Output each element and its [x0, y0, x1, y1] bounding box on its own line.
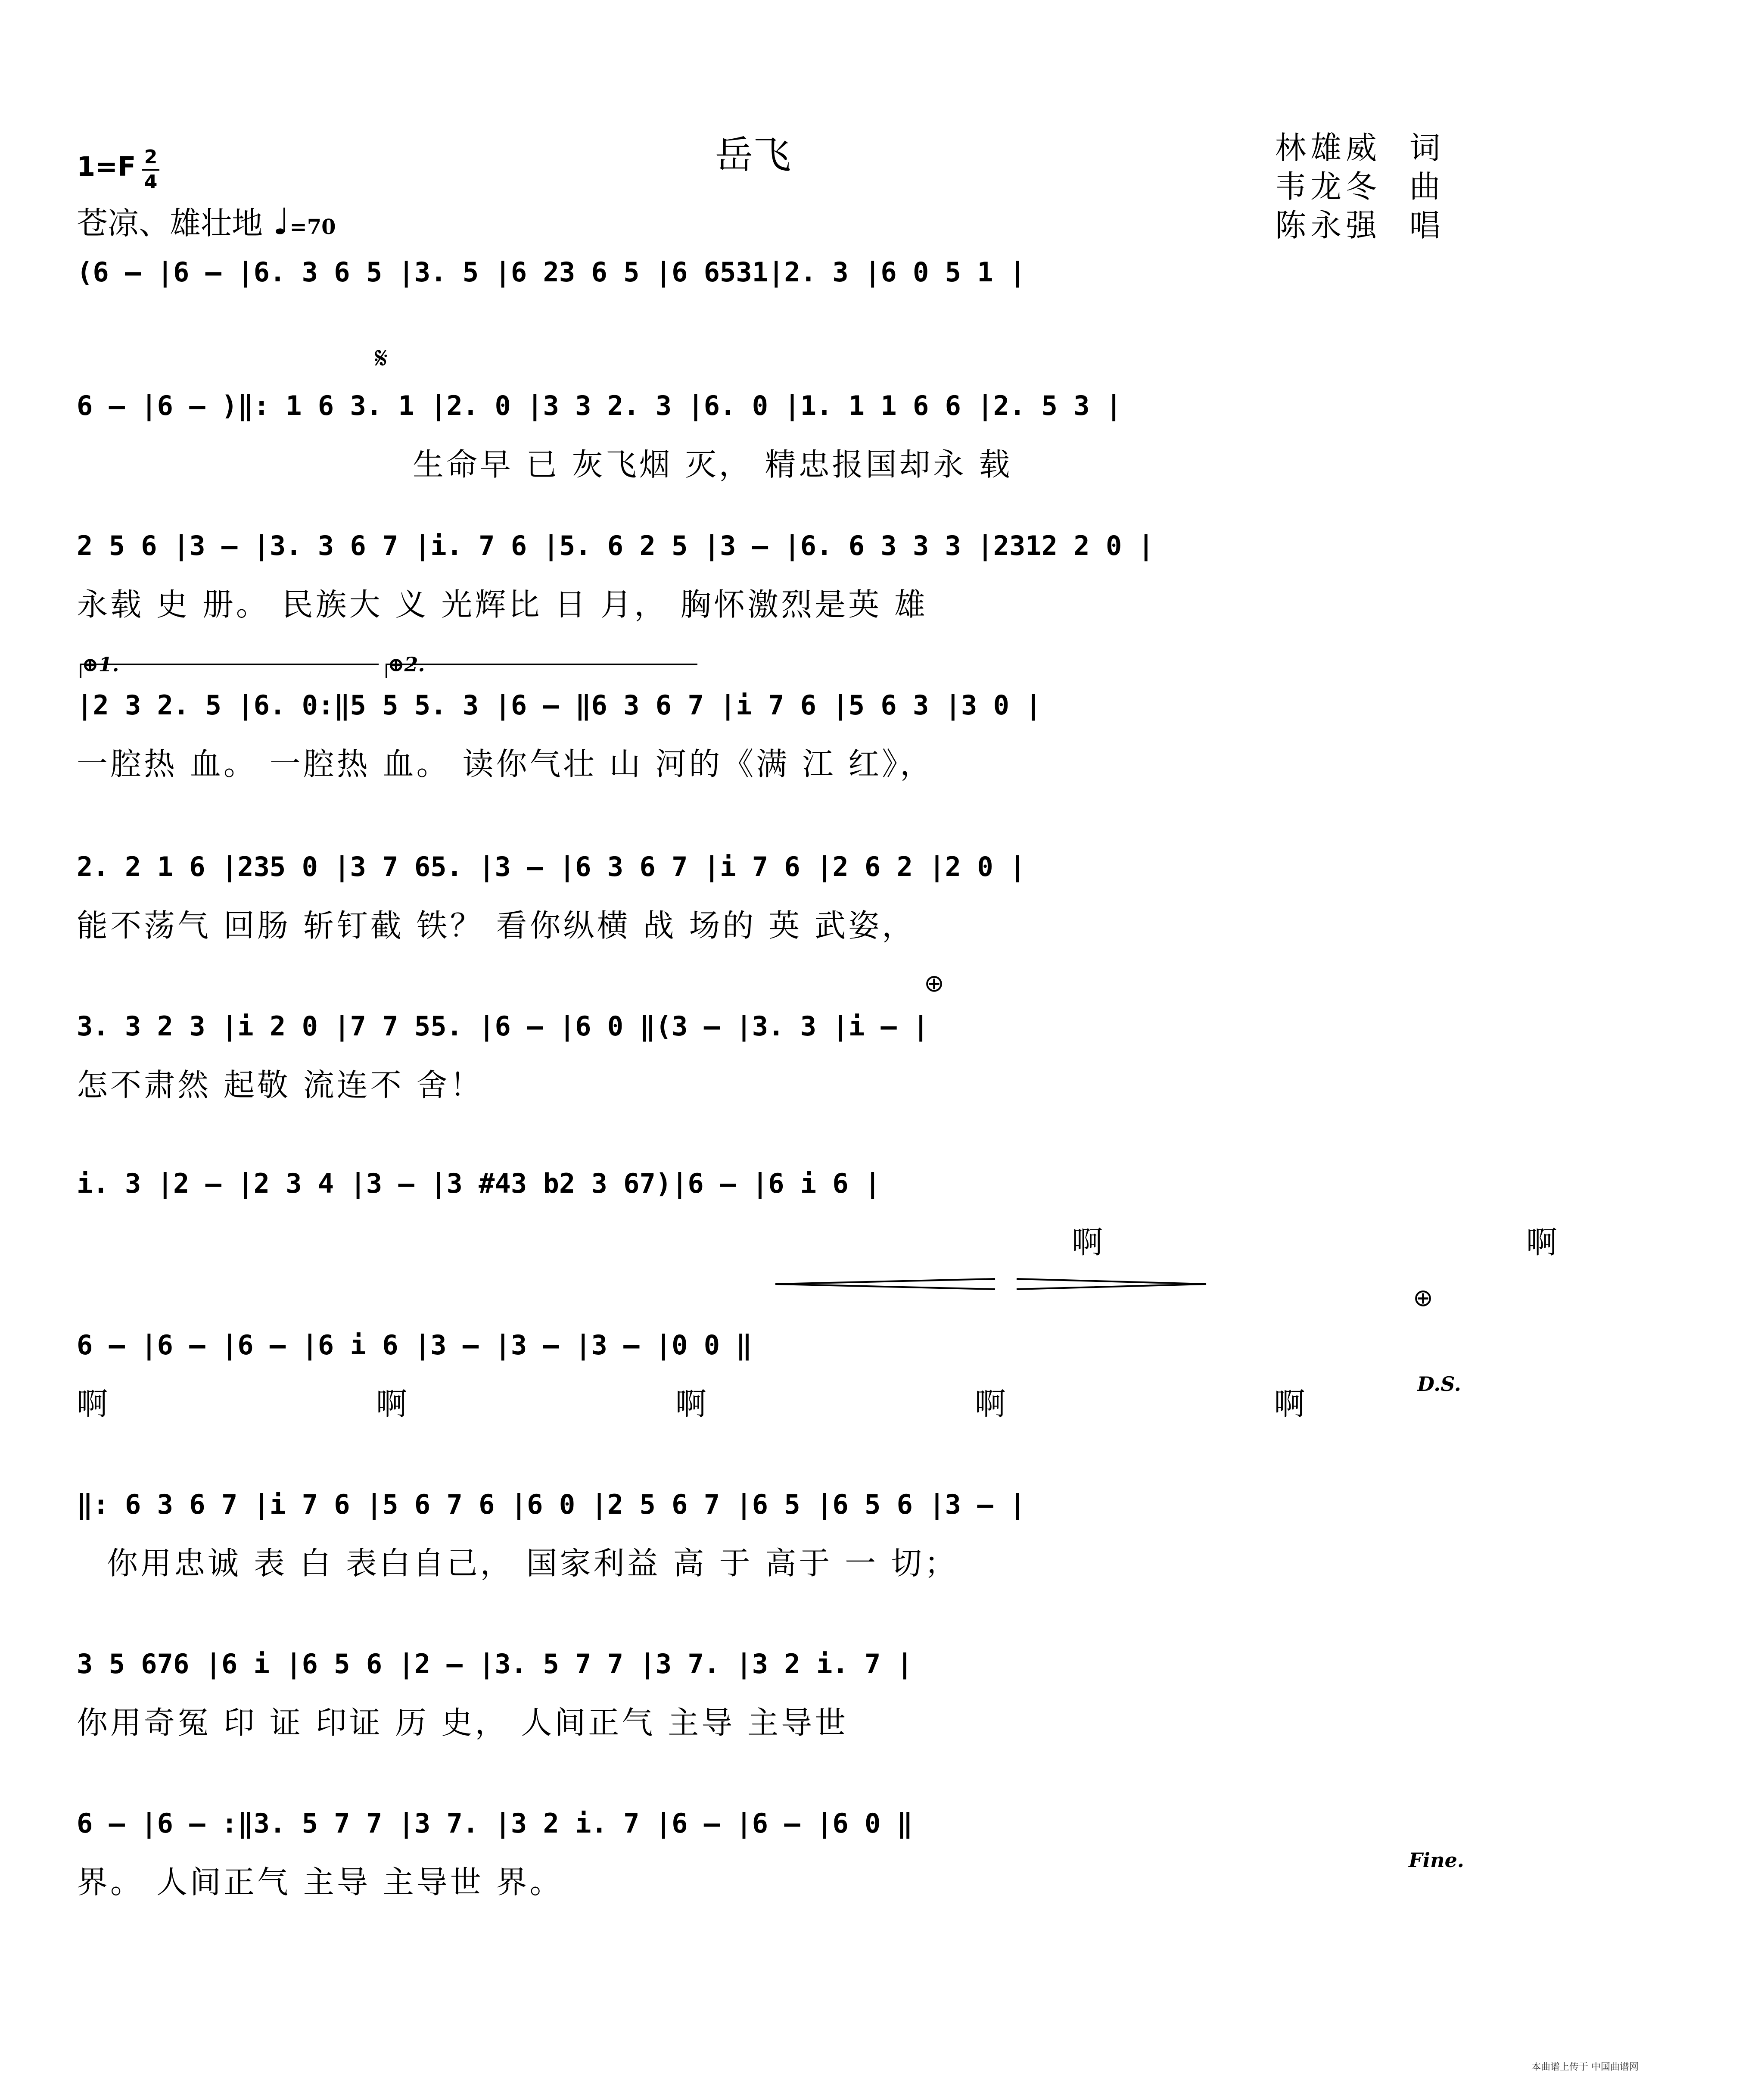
lyrics-line-3: 永载 史 册。 民族大 义 光辉比 日 月， 胸怀激烈是英 雄 — [77, 586, 928, 623]
lyrics-line-7: 啊 啊 — [1072, 1224, 1764, 1260]
volta-second-ending — [386, 664, 697, 678]
credit-singer: 陈永强 唱 — [1275, 207, 1445, 243]
time-signature — [142, 147, 159, 193]
notation-line-2: 6 – |6 – )‖: 1 6 3. 1 |2. 0 |3 3 2. 3 |6. 0 |1. 1 1 6 6 |2. 5 3 | — [77, 390, 1122, 421]
notation-line-1: (6 – |6 – |6. 3 6 5 |3. 5 |6 23 6 5 |6 6531|2. 3 |6 0 5 1 | — [77, 256, 1026, 288]
notation-line-5: 2. 2 1 6 |235 0 |3 7 65. |3 – |6 3 6 7 |i 7 6 |2 6 2 |2 0 | — [77, 851, 1026, 882]
watermark: 本曲谱上传于 中国曲谱网 — [1531, 2062, 1639, 2073]
volta-1-label: ⊕1. — [82, 653, 119, 676]
tempo-marking — [77, 198, 336, 243]
volta-first-ending — [80, 664, 379, 678]
credit-lyricist: 林雄威 词 — [1275, 130, 1445, 166]
notation-line-8: 6 – |6 – |6 – |6 i 6 |3 – |3 – |3 – |0 0 ‖ — [77, 1329, 752, 1361]
notation-line-10: 3 5 676 |6 i |6 5 6 |2 – |3. 5 7 7 |3 7. |3 2 i. 7 | — [77, 1648, 913, 1680]
key-signature: 1=F — [77, 151, 136, 182]
lyrics-line-4: 一腔热 血。 一腔热 血。 读你气壮 山 河的《满 江 红》， — [77, 746, 934, 782]
time-signature-bar — [142, 169, 159, 171]
crescendo-hairpin — [775, 1279, 995, 1289]
notation-line-4: |2 3 2. 5 |6. 0:‖5 5 5. 3 |6 – ‖6 3 6 7 |i 7 6 |5 6 3 |3 0 | — [77, 689, 1042, 721]
time-signature-bottom: 4 — [144, 171, 158, 193]
notation-line-9: ‖: 6 3 6 7 |i 7 6 |5 6 7 6 |6 0 |2 5 6 7 |6 5 |6 5 6 |3 – | — [77, 1489, 1026, 1520]
dal-segno-mark: D.S. — [1417, 1372, 1461, 1396]
lyrics-line-9: 你用忠诚 表 白 表白自己， 国家利益 高 于 高于 一 切； — [107, 1545, 958, 1581]
volta-2-label: ⊕2. — [388, 653, 425, 676]
time-signature-top: 2 — [144, 146, 158, 168]
coda-icon-2: ⊕ — [388, 653, 404, 676]
notation-line-11: 6 – |6 – :‖3. 5 7 7 |3 7. |3 2 i. 7 |6 – |6 – |6 0 ‖ — [77, 1808, 913, 1839]
dynamics-hairpins — [775, 1275, 1210, 1293]
lyrics-line-5: 能不荡气 回肠 斩钉截 铁？ 看你纵横 战 场的 英 武姿， — [77, 907, 916, 944]
notation-line-6: 3. 3 2 3 |i 2 0 |7 7 55. |6 – |6 0 ‖(3 – |3. 3 |i – | — [77, 1010, 929, 1042]
segno-icon: 𝄋 — [375, 340, 388, 376]
notation-line-7: i. 3 |2 – |2 3 4 |3 – |3 #43 b2 3 67)|6 – |6 i 6 | — [77, 1168, 881, 1199]
coda-icon: ⊕ — [82, 653, 99, 676]
lyrics-line-8: 啊 啊 啊 啊 啊 — [77, 1386, 1434, 1422]
lyrics-line-2: 生命早 已 灰飞烟 灭， 精忠报国却永 载 — [413, 446, 1013, 483]
fine-mark: Fine. — [1409, 1849, 1464, 1872]
coda-icon-3: ⊕ — [924, 969, 944, 998]
tempo-bpm: =70 — [289, 215, 336, 239]
coda-icon-4: ⊕ — [1413, 1284, 1433, 1312]
credit-composer: 韦龙冬 曲 — [1275, 168, 1445, 205]
tempo-expression: 苍凉、雄壮地 — [77, 205, 263, 241]
notation-line-3: 2 5 6 |3 – |3. 3 6 7 |i. 7 6 |5. 6 2 5 |3 – |6. 6 3 3 3 |2312 2 0 | — [77, 530, 1154, 561]
lyrics-line-10: 你用奇冤 印 证 印证 历 史， 人间正气 主导 主导世 — [77, 1705, 849, 1741]
decrescendo-hairpin — [1017, 1279, 1206, 1289]
quarter-note-icon: ♩ — [272, 200, 290, 243]
lyrics-line-11: 界。 人间正气 主导 主导世 界。 — [77, 1864, 563, 1900]
song-title: 岳飞 — [715, 133, 791, 177]
lyrics-line-6: 怎不肃然 起敬 流连不 舍！ — [77, 1067, 484, 1103]
